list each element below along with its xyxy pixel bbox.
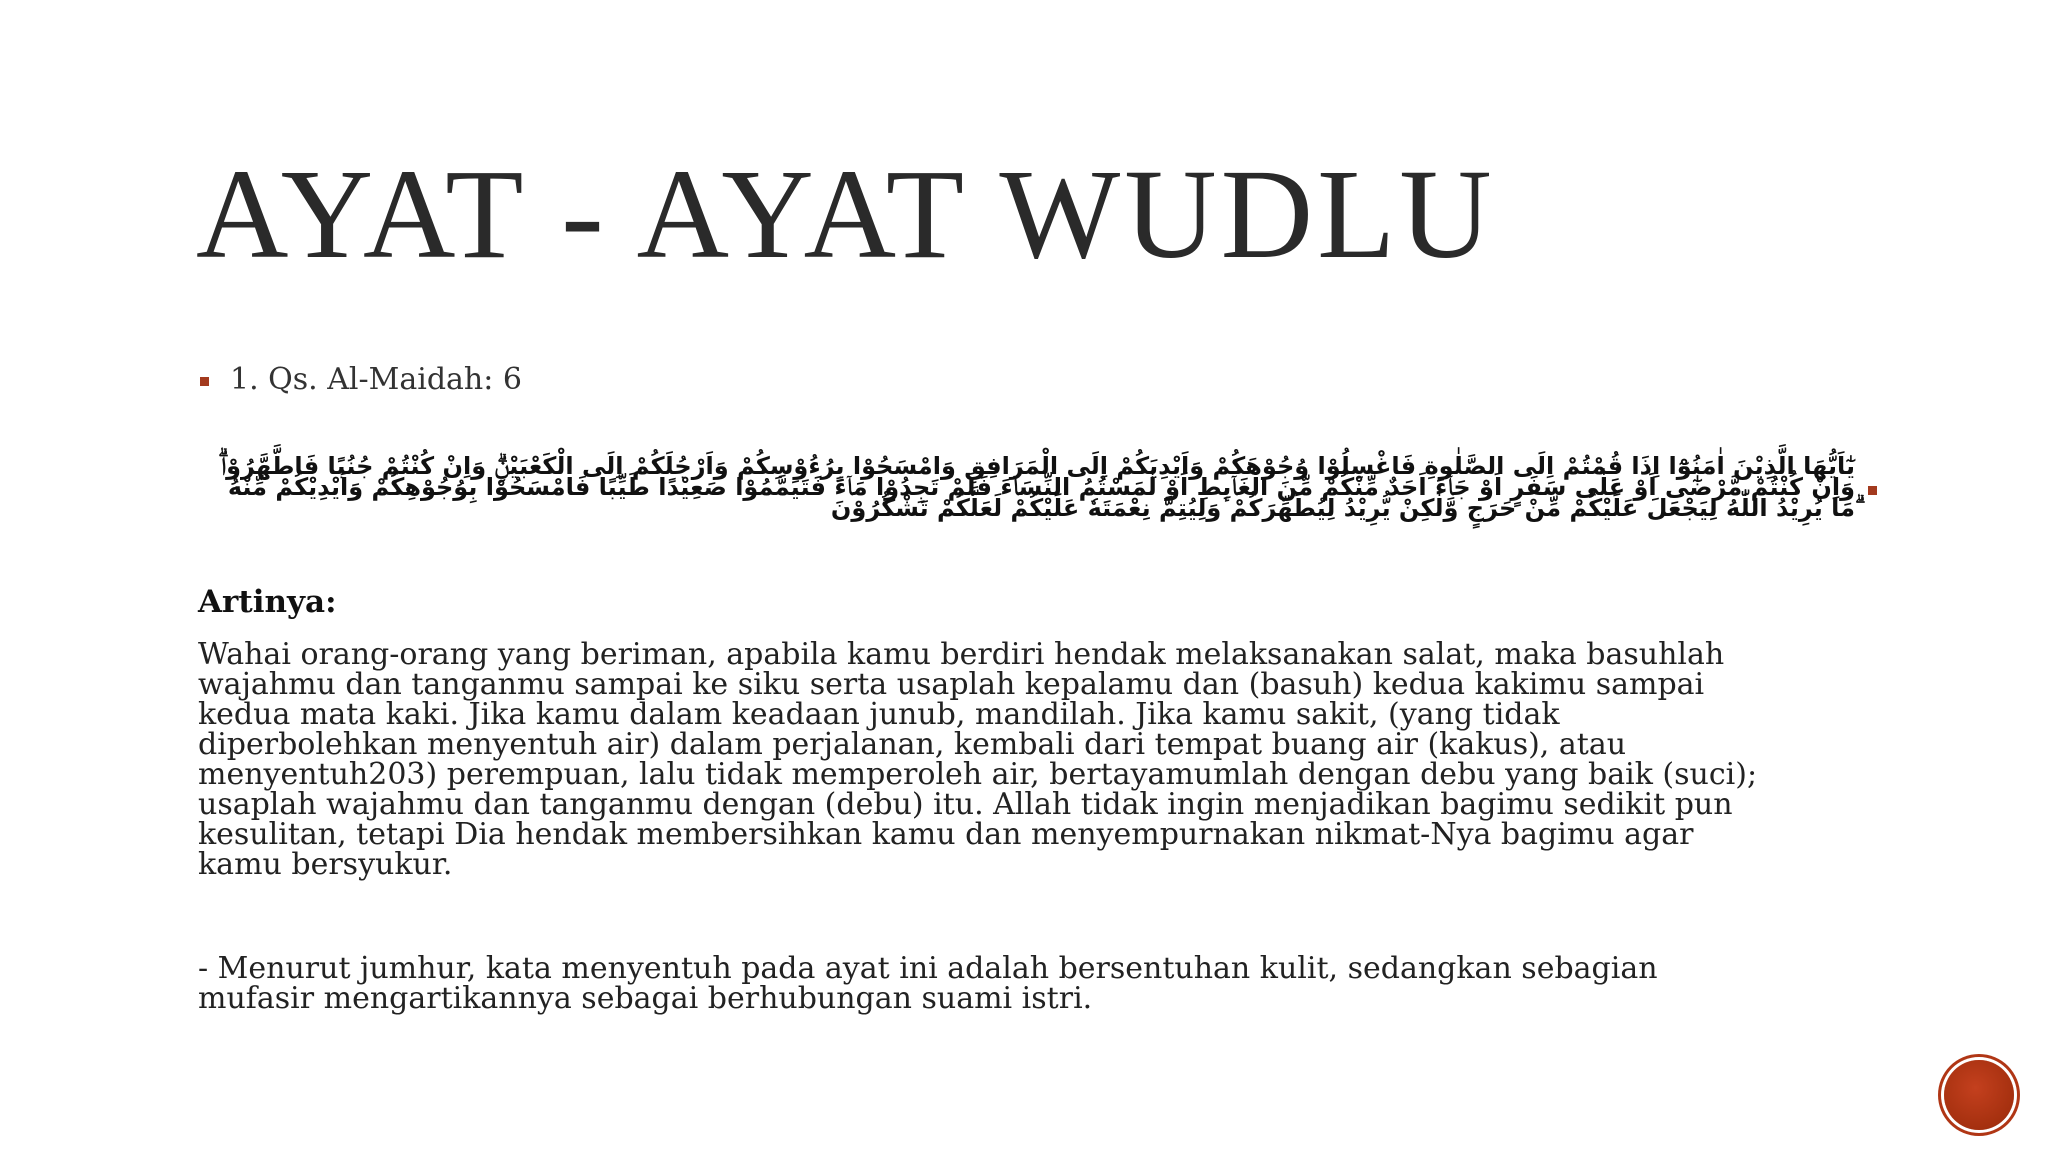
verse-reference: 1. Qs. Al-Maidah: 6: [230, 362, 522, 397]
slide-title: AYAT - AYAT WUDLU: [196, 143, 1496, 285]
translation-line: kedua mata kaki. Jika kamu dalam keadaan junub, mandilah. Jika kamu sakit, (yang tidak: [198, 697, 1560, 732]
translation-line: Wahai orang-orang yang beriman, apabila kamu berdiri hendak melaksanakan salat, maka basuhlah: [198, 637, 1725, 672]
translation-line: menyentuh203) perempuan, lalu tidak memperoleh air, bertayamumlah dengan debu yang baik (suci);: [198, 757, 1758, 792]
bullet-icon: [200, 377, 209, 386]
commentary-note: [198, 951, 1888, 1016]
translation-label: Artinya:: [198, 584, 337, 620]
arabic-verse: يٰٓاَيُّهَا الَّذِيْنَ اٰمَنُوْٓا اِذَا قُمْتُمْ اِلَى الصَّلٰوةِ فَاغْسِلُوْا وُجُوْهَكُمْ وَاَيْدِيَكُمْ اِلَى الْمَرَافِقِ وَامْسَحُوْا بِرُءُوْسِكُمْ وَاَرْجُلَكُمْ اِلَى الْكَعْبَيْنِۗ وَاِنْ كُنْتُمْ جُنُبًا فَاطَّهَّرُوْاۗ وَاِنْ كُنْتُمْ مَّرْضٰٓى اَوْ عَلٰى سَفَرٍ اَوْ جَاۤءَ اَحَدٌ مِّنْكُمْ مِّنَ الْغَاۤىِٕطِ اَوْ لٰمَسْتُمُ النِّسَاۤءَ فَلَمْ تَجِدُوْا مَاۤءً فَتَيَمَّمُوْا صَعِيْدًا طَيِّبًا فَامْسَحُوْا بِوُجُوْهِكُمْ وَاَيْدِيْكُمْ مِّنْهُ ۗمَا يُرِيْدُ اللّٰهُ لِيَجْعَلَ عَلَيْكُمْ مِّنْ حَرَجٍ وَّلٰكِنْ يُّرِيْدُ لِيُطَهِّرَكُمْ وَلِيُتِمَّ نِعْمَتَهٗ عَلَيْكُمْ لَعَلَّكُمْ تَشْكُرُوْنَ: [220, 452, 1855, 522]
bullet-icon: [1868, 486, 1877, 495]
note-line: mufasir mengartikannya sebagai berhubungan suami istri.: [198, 981, 1093, 1016]
slide-nav-button[interactable]: [1944, 1060, 2014, 1130]
translation-line: kesulitan, tetapi Dia hendak membersihkan kamu dan menyempurnakan nikmat-Nya bagimu agar: [198, 817, 1694, 852]
translation-line: wajahmu dan tanganmu sampai ke siku serta usaplah kepalamu dan (basuh) kedua kakimu sampai: [198, 667, 1705, 702]
note-line: - Menurut jumhur, kata menyentuh pada ayat ini adalah bersentuhan kulit, sedangkan sebagian: [198, 951, 1658, 986]
translation-line: diperbolehkan menyentuh air) dalam perjalanan, kembali dari tempat buang air (kakus), atau: [198, 727, 1627, 762]
translation-line: usaplah wajahmu dan tanganmu dengan (debu) itu. Allah tidak ingin menjadikan bagimu sedikit pun: [198, 787, 1733, 822]
translation-line: kamu bersyukur.: [198, 847, 453, 882]
translation-text: [198, 637, 1888, 882]
